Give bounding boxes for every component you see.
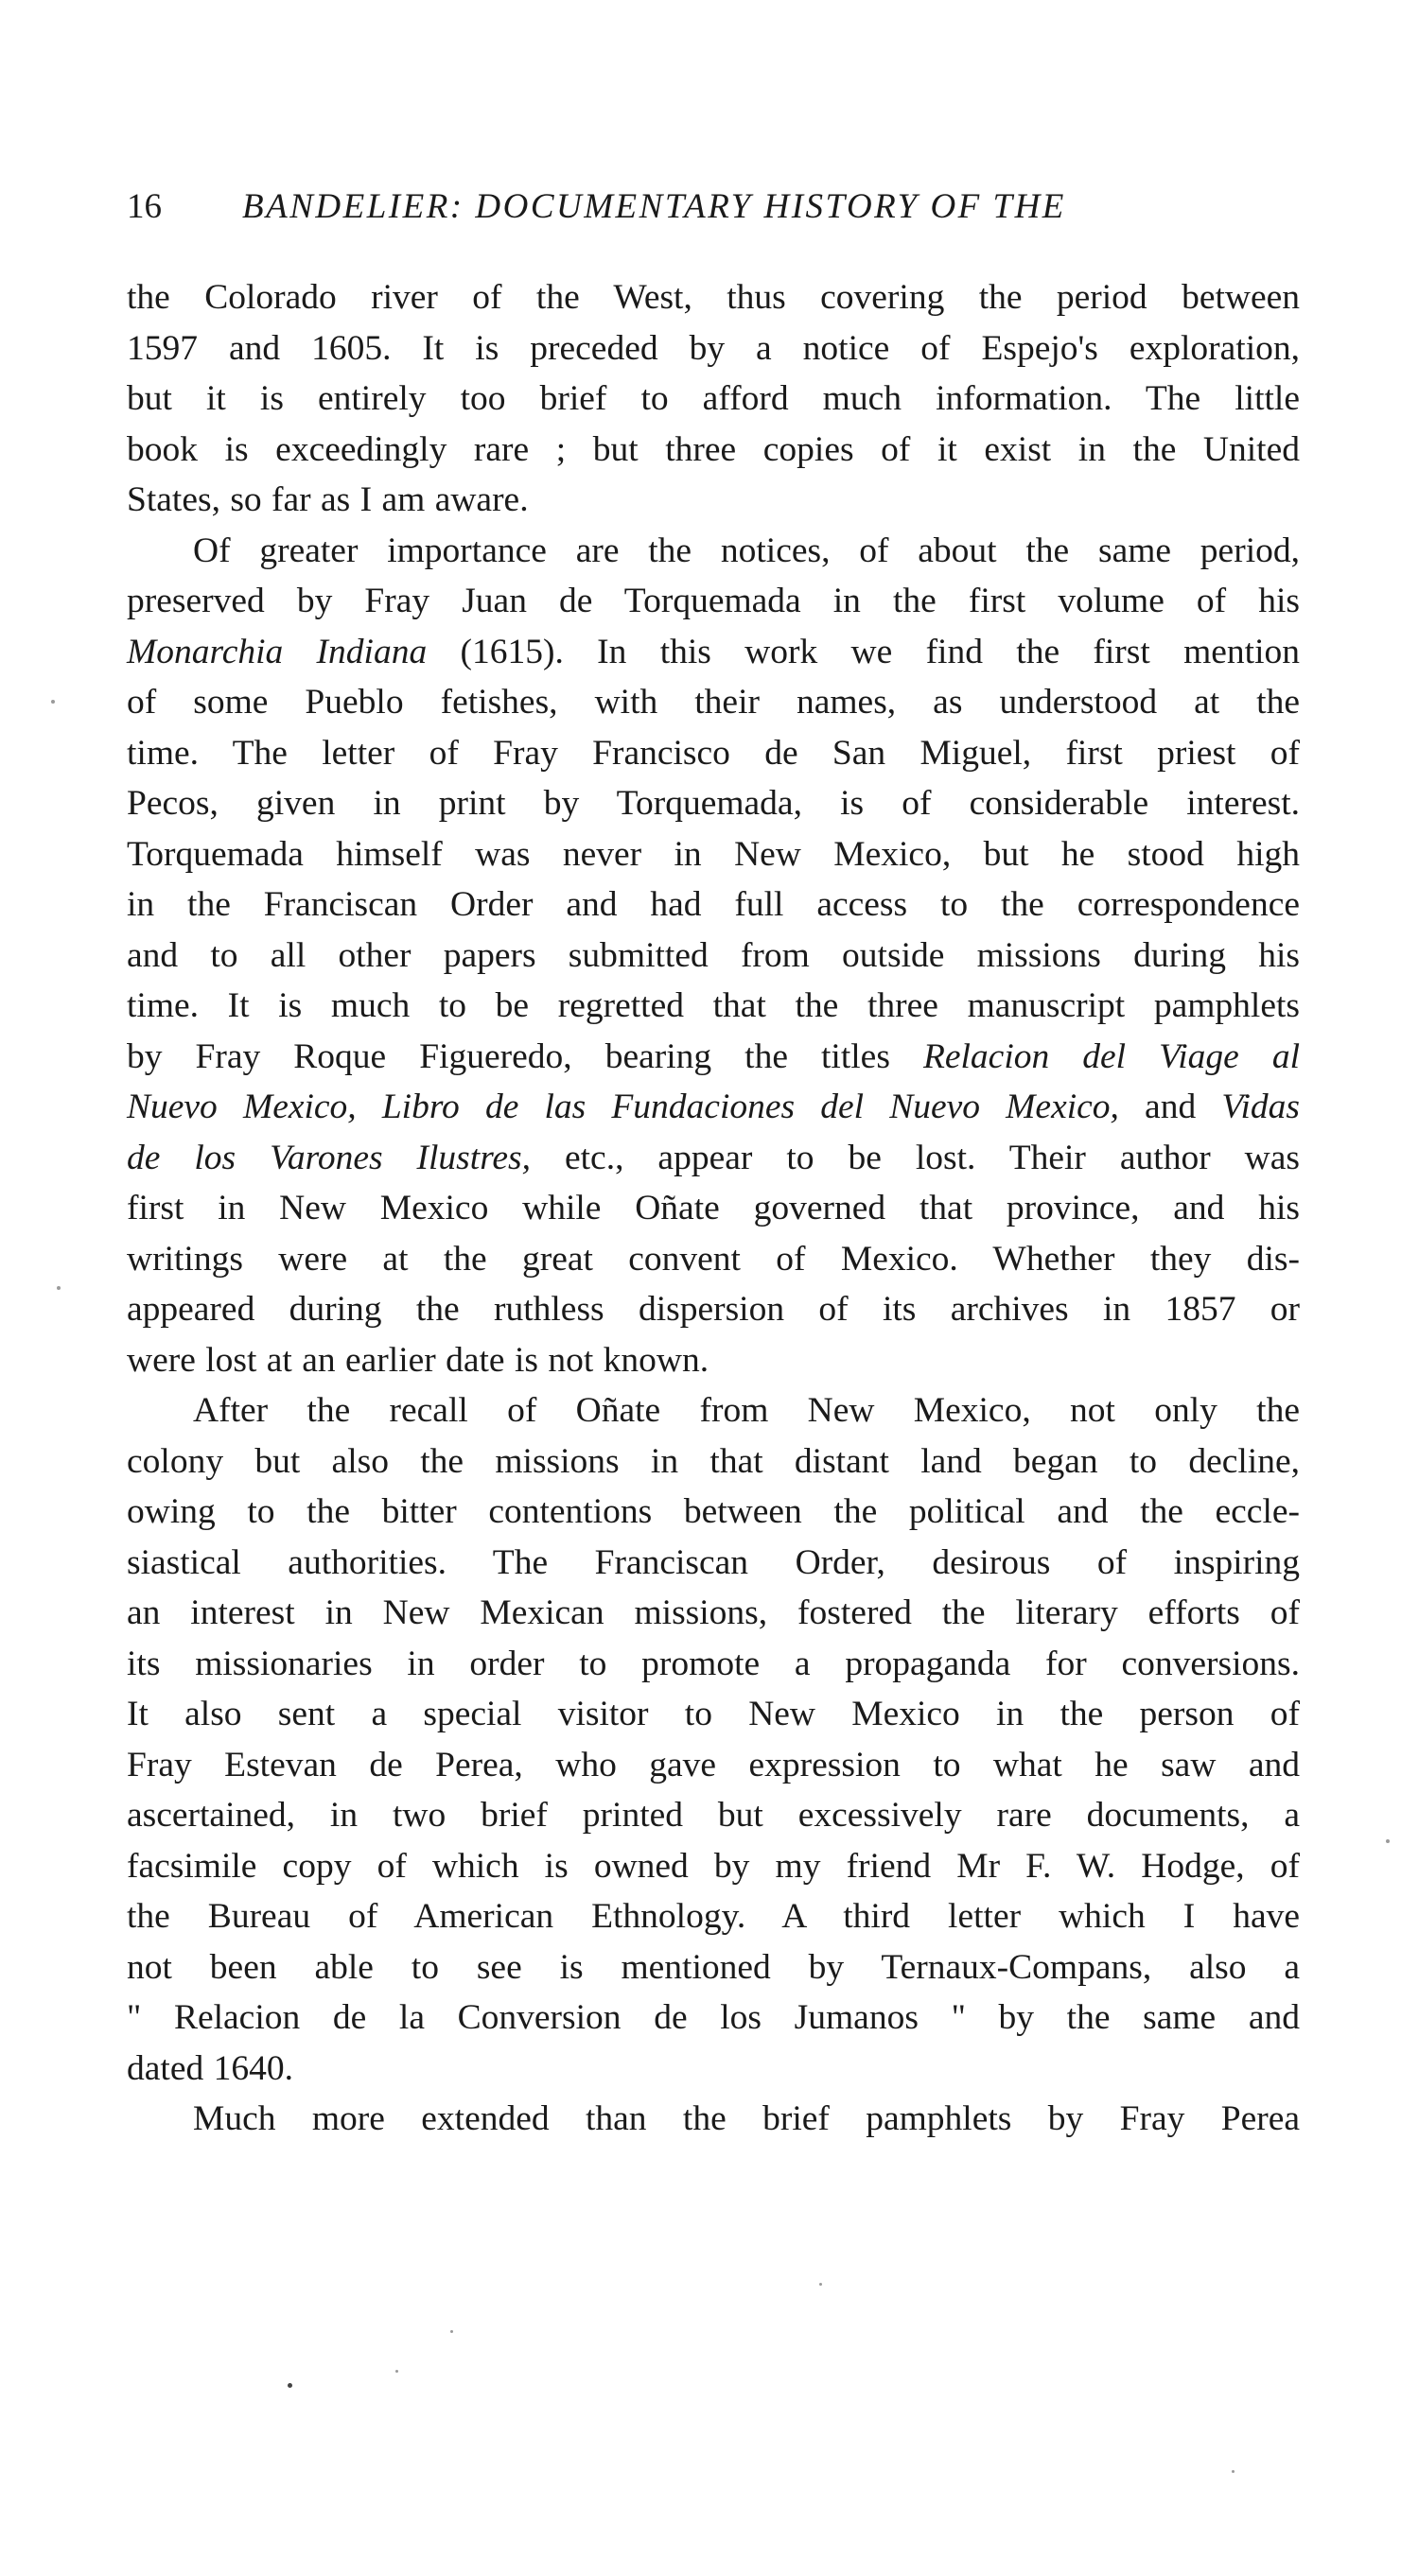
paragraph-start-line: After the recall of Oñate from New Mexico, not only the [193,1391,1300,1430]
text-line: the Bureau of American Ethnology. A third letter which I have [127,1897,1300,1936]
text-line: It also sent a special visitor to New Mexico in the person of [127,1695,1300,1733]
text-line: but it is entirely too brief to afford much information. The little [127,379,1300,418]
scan-speck [450,2330,453,2333]
text-line: time. The letter of Fray Francisco de San Miguel, first priest of [127,733,1300,773]
book-title-italic: de los Varones Ilustres, [127,1138,532,1177]
text-line: book is exceedingly rare ; but three copies of it exist in the United [127,429,1300,469]
text-line: not been able to see is mentioned by Ternaux-Compans, also a [127,1947,1300,1987]
book-title-italic: Monarchia Indiana [127,632,428,671]
text-line: preserved by Fray Juan de Torquemada in the first volume of his [127,582,1300,620]
text-line: Pecos, given in print by Torquemada, is of considerable interest. [127,784,1300,823]
text-line: de los Varones Ilustres, etc., appear to be lost. Their author was [127,1138,1300,1177]
text-line: siastical authorities. The Franciscan Order, desirous of inspiring [127,1542,1300,1582]
text-line: Nuevo Mexico, Libro de las Fundaciones del Nuevo Mexico, and Vidas [127,1088,1300,1126]
text-line: in the Franciscan Order and had full access to the correspondence [127,885,1300,924]
text-line: 1597 and 1605. It is preceded by a notice of Espejo's exploration, [127,328,1300,368]
text-line: ascertained, in two brief printed but excessively rare documents, a [127,1796,1300,1835]
book-title-italic: Relacion del Viage al [922,1036,1300,1076]
text-line: colony but also the missions in that distant land began to decline, [127,1441,1300,1481]
text-line: the Colorado river of the West, thus covering the period between [127,278,1300,317]
text-line: appeared during the ruthless dispersion of its archives in 1857 or [127,1290,1300,1329]
text-line: of some Pueblo fetishes, with their names, as understood at the [127,683,1300,722]
page-number: 16 [127,187,162,226]
text-line: an interest in New Mexican missions, fostered the literary efforts of [127,1593,1300,1632]
text-line: States, so far as I am aware. [127,480,529,519]
scan-speck [1232,2470,1235,2473]
text-line: its missionaries in order to promote a propaganda for conversions. [127,1644,1300,1683]
text-line: and to all other papers submitted from outside missions during his [127,935,1300,975]
text-line: Torquemada himself was never in New Mexico, but he stood high [127,834,1300,874]
paragraph-start-line: Much more extended than the brief pamphlets by Fray Perea [193,2099,1300,2138]
text-line: Monarchia Indiana (1615). In this work we find the first mention [127,632,1300,671]
text-line: were lost at an earlier date is not known. [127,1340,709,1380]
text-line: facsimile copy of which is owned by my friend Mr F. W. Hodge, of [127,1846,1300,1886]
text-line: time. It is much to be regretted that the three manuscript pamphlets [127,986,1300,1025]
book-title-italic: Vidas [1221,1088,1300,1126]
scan-speck [57,1286,61,1290]
paragraph-start-line: Of greater importance are the notices, of about the same period, [193,531,1300,570]
text-line: owing to the bitter contentions between the political and the eccle- [127,1492,1300,1531]
scan-speck [395,2370,398,2373]
text-line: by Fray Roque Figueredo, bearing the titles Relacion del Viage al [127,1036,1300,1076]
scan-speck [1386,1839,1390,1843]
text-line: writings were at the great convent of Mexico. Whether they dis- [127,1239,1300,1279]
scan-speck [288,2383,292,2388]
scan-speck [819,2283,822,2286]
text-line: " Relacion de la Conversion de los Jumanos " by the same and [127,1998,1300,2037]
text-line: Fray Estevan de Perea, who gave expression to what he saw and [127,1745,1300,1784]
running-header [127,183,1300,232]
text-line: dated 1640. [127,2048,293,2088]
book-title-italic: Nuevo Mexico, Libro de las Fundaciones del Nuevo Mexico, [127,1088,1119,1126]
scan-speck [51,700,55,704]
body-text [127,272,1300,2145]
running-title: BANDELIER: DOCUMENTARY HISTORY OF THE [242,187,1066,226]
text-line: first in New Mexico while Oñate governed that province, and his [127,1189,1300,1227]
